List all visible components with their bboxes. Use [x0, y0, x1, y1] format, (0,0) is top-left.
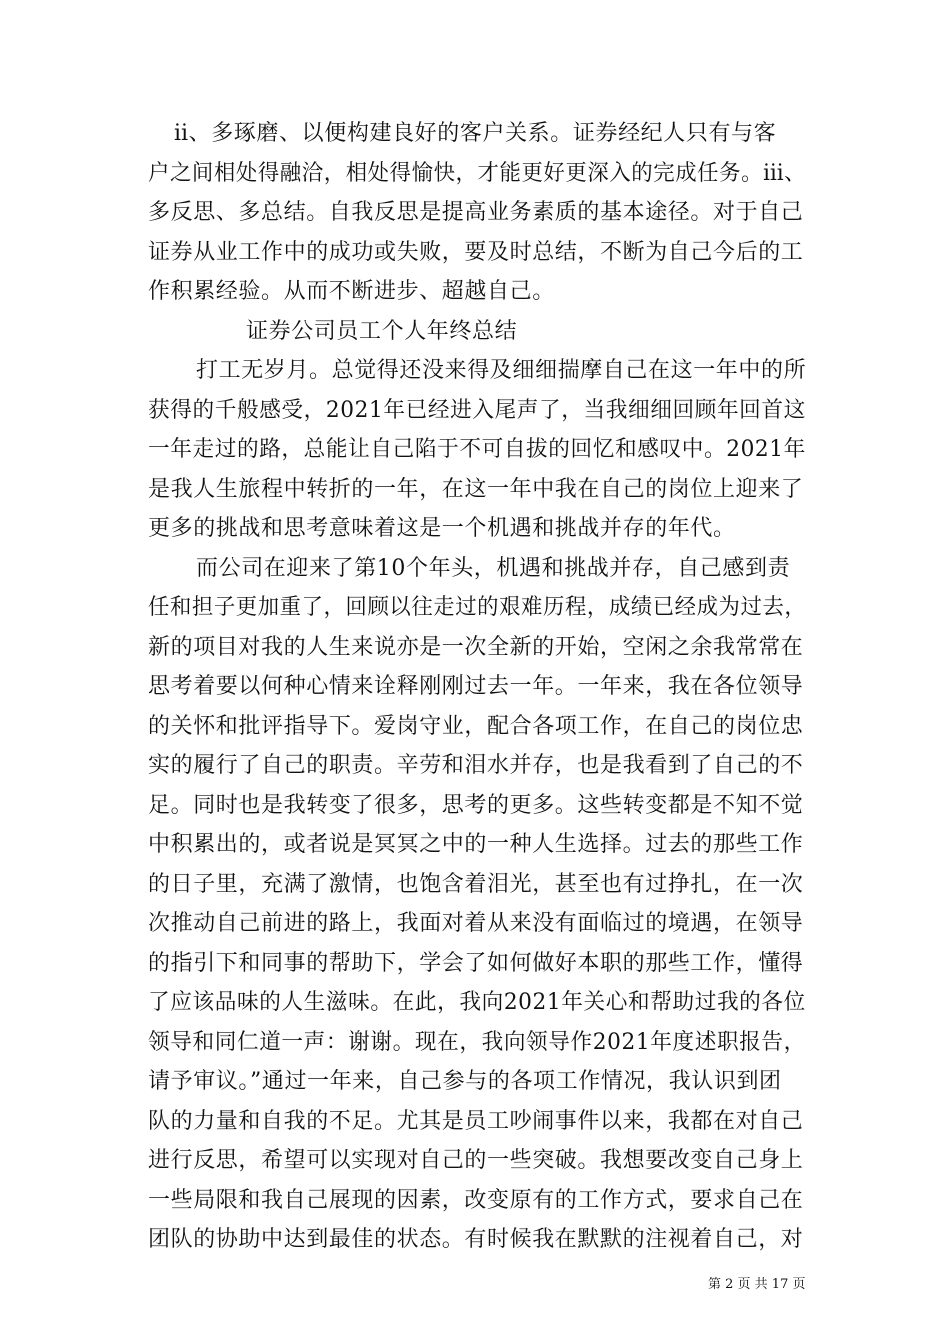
text-line: 是我人生旅程中转折的一年，在这一年中我在自己的岗位上迎来了	[148, 477, 804, 502]
text-line: 作积累经验。从而不断进步、超越自己。	[148, 279, 555, 304]
text-line: 队的力量和自我的不足。尤其是员工吵闹事件以来，我都在对自己	[148, 1109, 804, 1134]
text-line: 新的项目对我的人生来说亦是一次全新的开始，空闲之余我常常在	[148, 635, 804, 660]
text-line: 思考着要以何种心情来诠释刚刚过去一年。一年来，我在各位领导	[148, 674, 804, 699]
text-line: 了应该品味的人生滋味。在此，我向2021年关心和帮助过我的各位	[148, 990, 806, 1015]
text-line: 一年走过的路，总能让自己陷于不可自拔的回忆和感叹中。2021年	[148, 437, 806, 462]
text-line: 获得的千般感受，2021年已经进入尾声了，当我细细回顾年回首这	[148, 398, 806, 423]
text-line: 实的履行了自己的职责。辛劳和泪水并存，也是我看到了自己的不	[148, 753, 804, 778]
text-line: 的指引下和同事的帮助下，学会了如何做好本职的那些工作，懂得	[148, 951, 804, 976]
section-title: 证券公司员工个人年终总结	[246, 319, 518, 344]
text-line: 一些局限和我自己展现的因素，改变原有的工作方式，要求自己在	[148, 1188, 804, 1213]
text-line: 团队的协助中达到最佳的状态。有时候我在默默的注视着自己，对	[148, 1227, 804, 1252]
text-line: 证券从业工作中的成功或失败，要及时总结，不断为自己今后的工	[148, 240, 804, 265]
text-line: ⅱ、多琢磨、以便构建良好的客户关系。证券经纪人只有与客	[174, 121, 777, 146]
text-line: 打工无岁月。总觉得还没来得及细细揣摩自己在这一年中的所	[196, 358, 807, 383]
text-line: 次推动自己前进的路上，我面对着从来没有面临过的境遇，在领导	[148, 911, 804, 936]
text-line: 进行反思，希望可以实现对自己的一些突破。我想要改变自己身上	[148, 1148, 804, 1173]
text-line: 领导和同仁道一声：谢谢。现在，我向领导作2021年度述职报告，	[148, 1030, 806, 1055]
text-line: 多反思、多总结。自我反思是提高业务素质的基本途径。对于自己	[148, 200, 804, 225]
page-number-footer: 第 2 页 共 17 页	[708, 1277, 806, 1292]
text-line: 足。同时也是我转变了很多，思考的更多。这些转变都是不知不觉	[148, 793, 804, 818]
text-line: 请予审议。”通过一年来，自己参与的各项工作情况，我认识到团	[148, 1069, 782, 1094]
text-line: 而公司在迎来了第10个年头，机遇和挑战并存，自己感到责	[196, 556, 791, 581]
text-line: 户之间相处得融洽，相处得愉快，才能更好更深入的完成任务。ⅲ、	[148, 161, 807, 186]
text-line: 更多的挑战和思考意味着这是一个机遇和挑战并存的年代。	[148, 516, 736, 541]
text-line: 中积累出的，或者说是冥冥之中的一种人生选择。过去的那些工作	[148, 832, 804, 857]
text-line: 任和担子更加重了，回顾以往走过的艰难历程，成绩已经成为过去，	[148, 595, 807, 620]
text-line: 的日子里，充满了激情，也饱含着泪光，甚至也有过挣扎，在一次	[148, 872, 804, 897]
text-line: 的关怀和批评指导下。爱岗守业，配合各项工作，在自己的岗位忠	[148, 714, 804, 739]
